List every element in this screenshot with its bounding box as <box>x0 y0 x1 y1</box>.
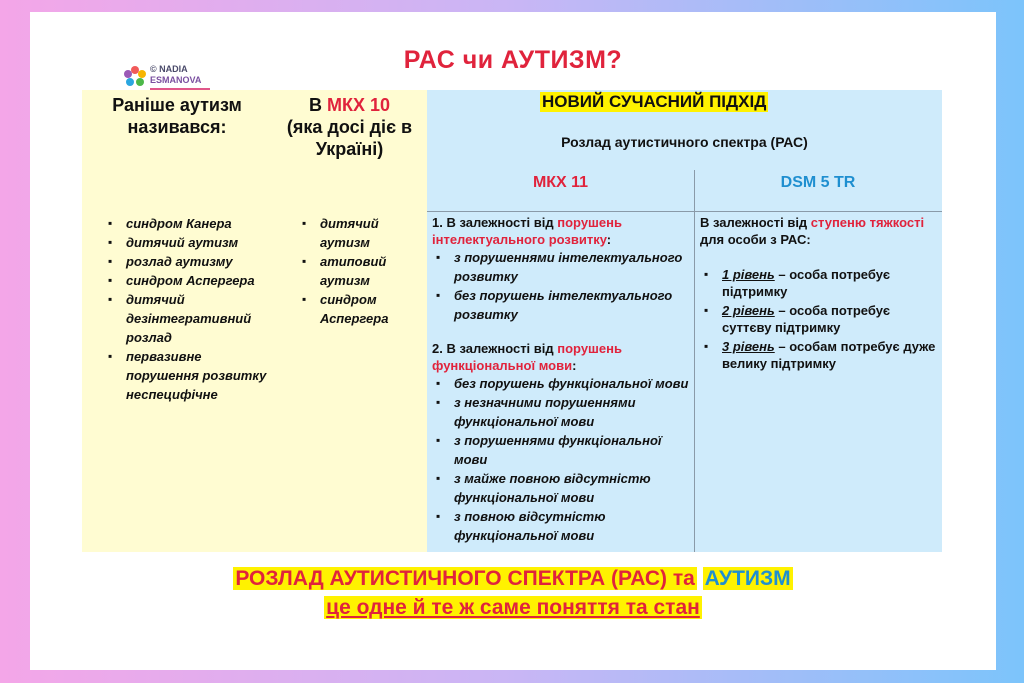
list-item: ▪ з порушеннями функціональної мови <box>432 431 690 469</box>
icd11-content <box>432 214 690 545</box>
dsm-intro-suffix: для особи з РАС: <box>700 232 811 247</box>
list-item: ▪ атиповий аутизм <box>298 252 426 290</box>
list-item: ▪ синдром Канера <box>104 214 274 233</box>
list-item: ▪ без порушень інтелектуального розвитку <box>432 286 690 324</box>
icd11-p1-prefix: 1. В залежності від <box>432 215 558 230</box>
list-item: ▪ з незначними порушеннями функціональної мови <box>432 393 690 431</box>
list-item: ▪ з порушеннями інтелектуального розвитку <box>432 248 690 286</box>
footer-line-2 <box>30 596 996 620</box>
level-text: – особам потребує дуже велику підтримку <box>722 339 936 371</box>
list-item <box>700 302 938 336</box>
list-item: ▪ дитячий аутизм <box>104 233 274 252</box>
icd10-header-rest: (яка досі діє в Україні) <box>286 117 413 159</box>
level-label: 2 рівень <box>722 303 775 318</box>
icd10-header-prefix: В <box>308 95 327 115</box>
dsm-content <box>700 214 938 374</box>
footer-line-1 <box>30 567 996 591</box>
list-item <box>700 338 938 372</box>
icd11-para-2 <box>432 340 690 374</box>
footer-blue-text: АУТИЗМ <box>704 567 791 590</box>
list-item: ▪ дитячий дезінтегративний розлад <box>104 290 274 347</box>
list-item: ▪ синдром Аспергера <box>298 290 426 328</box>
row-divider <box>427 211 942 212</box>
level-label: 1 рівень <box>722 267 775 282</box>
list-item: ▪ з повною відсутністю функціональної мови <box>432 507 690 545</box>
formerly-header: Раніше аутизм називався: <box>112 95 242 137</box>
icd11-header: МКХ 11 <box>532 174 589 191</box>
icd11-p2-suffix: : <box>572 358 577 373</box>
icd10-header <box>272 94 427 160</box>
list-item: ▪ синдром Аспергера <box>104 271 274 290</box>
dsm-intro-prefix: В залежності від <box>700 215 811 230</box>
footer-line-2-text: це одне й те ж саме поняття та стан <box>326 596 700 619</box>
icd10-list <box>298 214 426 328</box>
footer-red-text: РОЗЛАД АУТИСТИЧНОГО СПЕКТРА (РАС) та <box>235 567 695 590</box>
list-item: ▪ первазивне порушення розвитку неспецифічне <box>104 347 274 404</box>
formerly-list <box>104 214 274 404</box>
ras-subheader: Розлад аутистичного спектра (РАС) <box>561 134 808 150</box>
icd11-p1-red: порушень інтелектуального розвитку <box>432 215 622 247</box>
level-text: – особа потребує підтримку <box>722 267 891 299</box>
level-text: – особа потребує суттєву підтримку <box>722 303 891 335</box>
page-title: РАС чи АУТИЗМ? <box>403 46 623 74</box>
list-item: ▪ дитячий аутизм <box>298 214 426 252</box>
list-item: ▪ без порушень функціональної мови <box>432 374 690 393</box>
icd11-p1-suffix: : <box>606 232 612 247</box>
dsm-intro-red: ступеню тяжкості <box>810 215 925 230</box>
icd11-p2-prefix: 2. В залежності від <box>432 341 558 356</box>
list-item: ▪ з майже повною відсутністю функціональної мови <box>432 469 690 507</box>
icd11-para-1 <box>432 214 690 248</box>
logo-line2: ESMANOVA <box>150 75 202 85</box>
level-label: 3 рівень <box>722 339 775 354</box>
new-approach-header: НОВИЙ СУЧАСНИЙ ПІДХІД <box>542 92 767 111</box>
list-item: ▪ розлад аутизму <box>104 252 274 271</box>
list-item <box>700 266 938 300</box>
infographic-sheet <box>30 12 996 670</box>
column-divider <box>694 170 695 552</box>
dsm-intro <box>700 214 938 248</box>
icd11-p2-red: порушень функціональної мови <box>432 341 622 373</box>
icd10-header-red: МКХ 10 <box>326 95 390 115</box>
logo-line1: © NADIA <box>150 64 188 74</box>
dsm-header: DSM 5 TR <box>780 174 856 191</box>
